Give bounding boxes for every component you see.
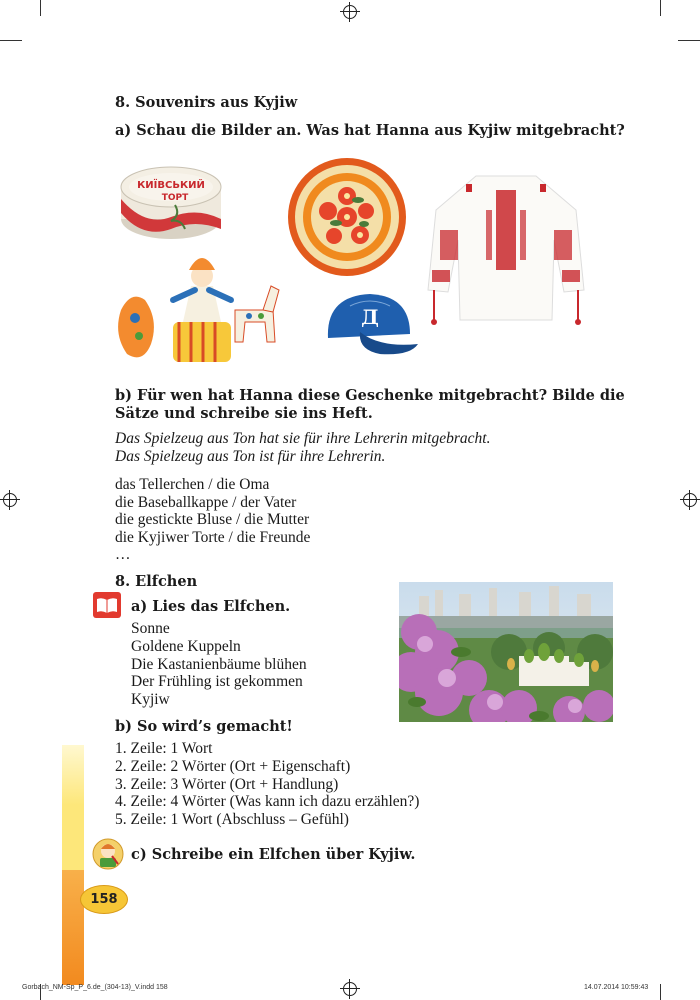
registration-mark-left <box>3 493 17 507</box>
poem-line: Sonne <box>131 620 170 637</box>
rule-item: 5. Zeile: 1 Wort (Abschluss – Gefühl) <box>115 811 349 828</box>
gift-pair-item: die Baseballkappe / der Vater <box>115 494 297 511</box>
crop-mark-br <box>660 984 661 1000</box>
page-number-badge <box>80 885 128 914</box>
baseball-cap-image <box>320 288 420 360</box>
cake-label-line2: ТОРТ <box>161 193 189 203</box>
registration-mark-top <box>343 5 357 19</box>
registration-mark-bottom <box>343 982 357 996</box>
poem-line: Goldene Kuppeln <box>131 638 241 655</box>
task-b-heading-line2: Sätze und schreibe sie ins Heft. <box>115 405 373 422</box>
poem-line: Die Kastanienbäume blühen <box>131 656 307 673</box>
page-number: 158 <box>90 892 118 907</box>
crop-mark-tr <box>660 0 661 16</box>
example-sentence: Das Spielzeug aus Ton hat sie für ihre Lehrerin mitgebracht. <box>115 430 491 447</box>
clay-toys-image <box>113 250 283 368</box>
elfchen-task-a-heading: a) Lies das Elfchen. <box>131 598 291 615</box>
cake-box-image <box>115 157 227 247</box>
crop-mark-tl-h <box>0 40 22 41</box>
section-elfchen-title: 8. Elfchen <box>115 573 198 590</box>
section-souvenirs-title: 8. Souvenirs aus Kyjiw <box>115 94 298 111</box>
rule-item: 2. Zeile: 2 Wörter (Ort + Eigenschaft) <box>115 758 351 775</box>
embroidered-blouse-image <box>426 170 586 330</box>
registration-mark-right <box>683 493 697 507</box>
rule-item: 1. Zeile: 1 Wort <box>115 740 213 757</box>
side-tab-orange <box>62 870 84 985</box>
rule-item: 3. Zeile: 3 Wörter (Ort + Handlung) <box>115 776 339 793</box>
gift-pair-item: die Kyjiwer Torte / die Freunde <box>115 529 311 546</box>
example-sentence: Das Spielzeug aus Ton ist für ihre Lehrerin. <box>115 448 386 465</box>
task-a-heading: a) Schau die Bilder an. Was hat Hanna aus Kyjiw mitgebracht? <box>115 122 625 139</box>
painted-plate-image <box>286 156 408 278</box>
footer-file-info: Gorbach_NM-Sp_P_6.de_(304-13)_V.indd 158 <box>22 984 168 991</box>
elfchen-task-b-heading: b) So wird’s gemacht! <box>115 718 293 735</box>
rule-item: 4. Zeile: 4 Wörter (Was kann ich dazu erzählen?) <box>115 793 420 810</box>
crop-mark-tr-h <box>678 40 700 41</box>
elfchen-task-c-heading: c) Schreibe ein Elfchen über Kyjiw. <box>131 846 416 863</box>
gift-pair-item: das Tellerchen / die Oma <box>115 476 270 493</box>
cake-label-line1: КИЇВСЬКИЙ <box>137 180 205 191</box>
footer-date: 14.07.2014 10:59:43 <box>584 984 649 991</box>
kyjiw-photo <box>399 582 613 722</box>
task-b-heading-line1: b) Für wen hat Hanna diese Geschenke mitgebracht? Bilde die <box>115 387 625 404</box>
gift-pair-item: die gestickte Bluse / die Mutter <box>115 511 310 528</box>
gift-pair-item: … <box>115 546 131 563</box>
poem-line: Der Frühling ist gekommen <box>131 673 303 690</box>
book-icon <box>93 592 121 618</box>
writing-child-icon <box>92 838 124 870</box>
poem-line: Kyjiw <box>131 691 170 708</box>
cap-logo: Д <box>361 305 379 329</box>
crop-mark-tl <box>40 0 41 16</box>
